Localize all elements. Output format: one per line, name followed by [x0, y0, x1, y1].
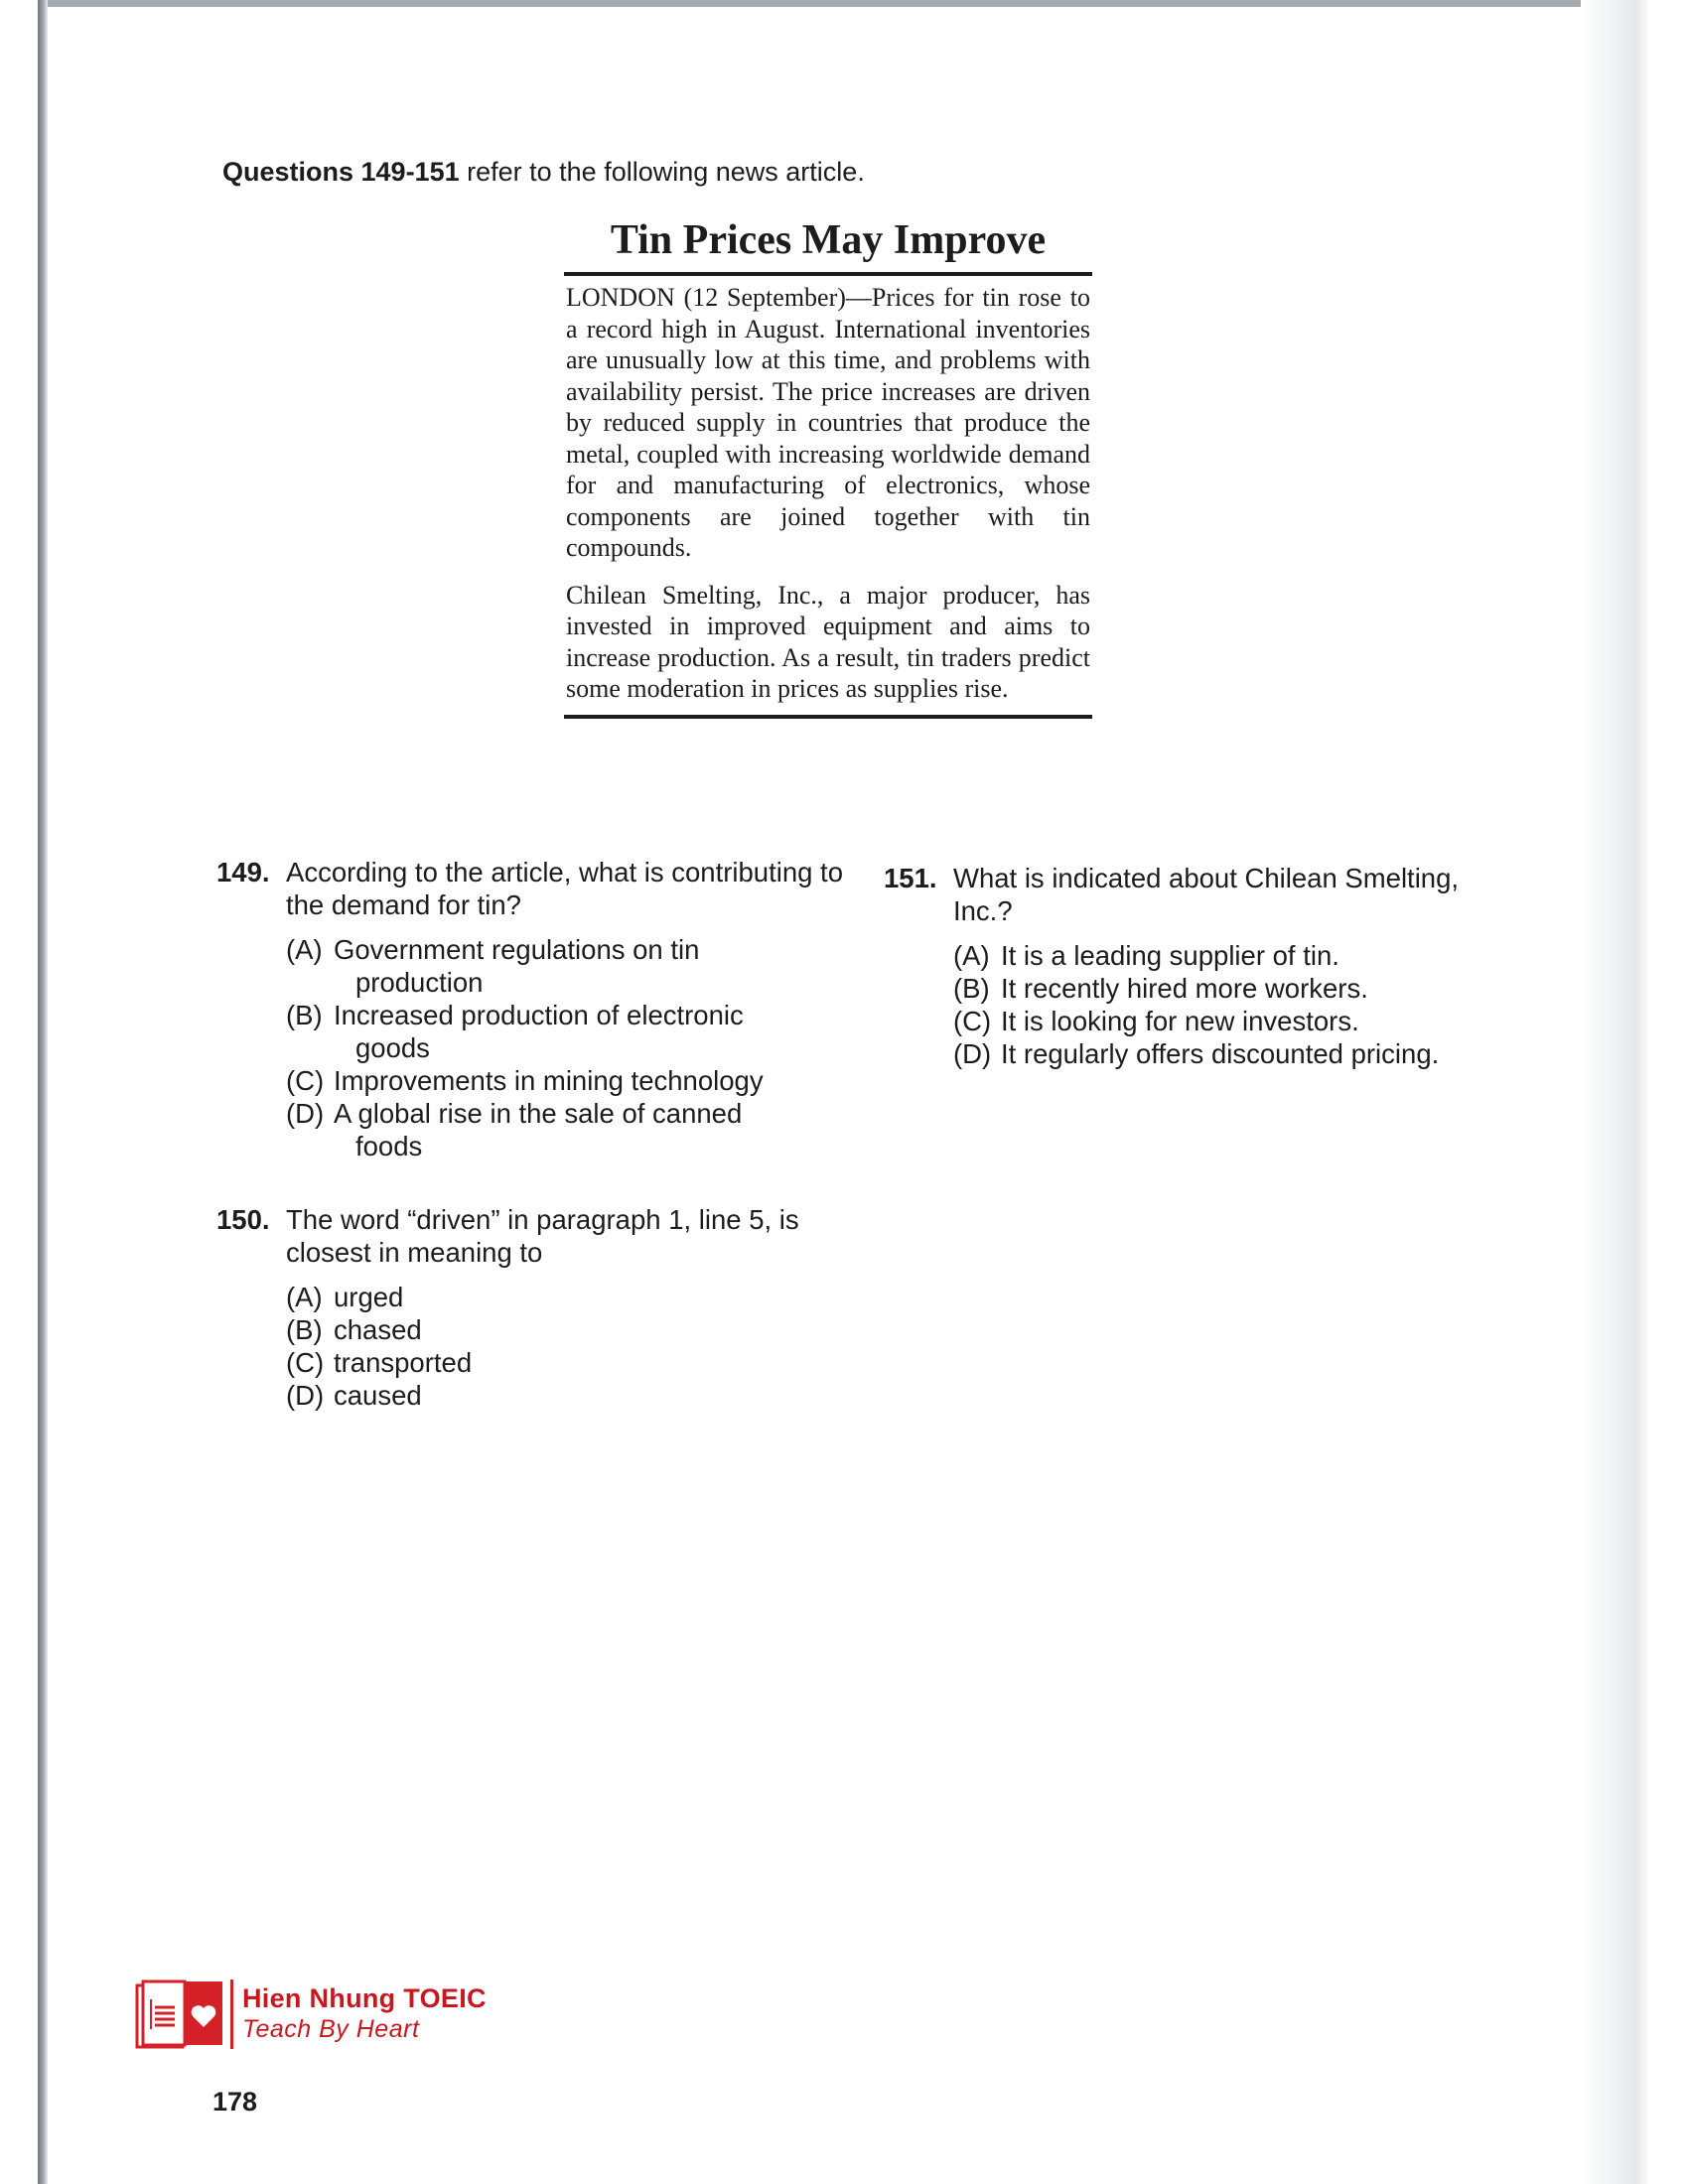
option-text: Improvements in mining technology — [334, 1065, 764, 1096]
option-text: It regularly offers discounted pricing. — [1001, 1038, 1440, 1069]
scan-top-edge — [48, 0, 1646, 7]
option-letter: (D) — [286, 1098, 325, 1129]
question-number: 149. — [216, 857, 270, 887]
option-letter: (A) — [286, 934, 323, 965]
option-letter: (D) — [953, 1038, 992, 1069]
question-number: 151. — [884, 863, 937, 893]
option-letter: (C) — [286, 1347, 325, 1378]
option-c[interactable] — [953, 1005, 1499, 1037]
question-stem: What is indicated about Chilean Smelting, Inc.? — [953, 863, 1460, 926]
option-text: chased — [334, 1314, 422, 1345]
option-text-continued: foods — [355, 1131, 423, 1161]
answer-options — [953, 939, 1499, 1070]
option-text: transported — [334, 1347, 473, 1378]
option-text: Increased production of electronic — [334, 1000, 744, 1030]
questions-range: Questions 149-151 — [222, 157, 460, 187]
scan-right-edge — [1581, 0, 1650, 2184]
logo-divider — [230, 1979, 233, 2049]
open-book-heart-icon — [135, 1978, 228, 2053]
page-number: 178 — [212, 2087, 258, 2116]
option-text: caused — [334, 1380, 422, 1411]
option-text: urged — [334, 1282, 404, 1312]
option-text-continued: goods — [355, 1032, 430, 1063]
article-body — [564, 282, 1092, 705]
article-top-rule — [564, 272, 1092, 276]
option-d[interactable] — [286, 1097, 852, 1162]
intro-text: refer to the following news article. — [459, 157, 865, 187]
option-d[interactable] — [286, 1379, 852, 1412]
answer-options — [286, 1281, 852, 1412]
option-c[interactable] — [286, 1346, 852, 1379]
option-text: Government regulations on tin — [334, 934, 700, 965]
option-text: It is a leading supplier of tin. — [1001, 940, 1339, 971]
question-number: 150. — [216, 1204, 270, 1235]
question-151 — [884, 862, 1499, 1070]
article-title: Tin Prices May Improve — [610, 217, 1047, 263]
option-letter: (B) — [286, 1000, 323, 1030]
article-bottom-rule — [564, 715, 1092, 719]
answer-options — [286, 933, 852, 1162]
option-c[interactable] — [286, 1064, 852, 1097]
option-letter: (A) — [286, 1282, 323, 1312]
option-text: It recently hired more workers. — [1001, 973, 1368, 1004]
question-stem: According to the article, what is contributing to the demand for tin? — [286, 857, 843, 920]
scan-left-edge — [38, 0, 48, 2184]
option-a[interactable] — [286, 933, 852, 999]
option-letter: (C) — [286, 1065, 325, 1096]
article-paragraph-1: LONDON (12 September)—Prices for tin rose to a record high in August. International inventories are unusually low at this time, and problems with availability persist. The price increases are driven by reduced supply in countries that produce the metal, coupled with increasing worldwide demand for and manufacturing of electronics, whose components are joined together with tin compounds. — [566, 283, 1090, 562]
option-a[interactable] — [953, 939, 1499, 972]
option-letter: (B) — [286, 1314, 323, 1345]
option-letter: (C) — [953, 1006, 992, 1036]
option-text: A global rise in the sale of canned — [334, 1098, 743, 1129]
brand-tagline: Teach By Heart — [242, 2015, 420, 2043]
option-letter: (B) — [953, 973, 990, 1004]
option-d[interactable] — [953, 1037, 1499, 1070]
option-a[interactable] — [286, 1281, 852, 1313]
option-b[interactable] — [286, 1313, 852, 1346]
option-text: It is looking for new investors. — [1001, 1006, 1359, 1036]
option-b[interactable] — [286, 999, 852, 1064]
option-letter: (D) — [286, 1380, 325, 1411]
brand-name: Hien Nhung TOEIC — [242, 1983, 487, 2013]
question-150 — [216, 1203, 852, 1412]
question-149 — [216, 856, 852, 1162]
questions-intro — [222, 157, 865, 188]
option-b[interactable] — [953, 972, 1499, 1005]
option-letter: (A) — [953, 940, 990, 971]
news-article — [564, 216, 1092, 719]
question-stem: The word “driven” in paragraph 1, line 5, is closest in meaning to — [286, 1204, 799, 1268]
option-text-continued: production — [355, 967, 484, 998]
article-paragraph-2: Chilean Smelting, Inc., a major producer, has invested in improved equipment and aims to increase production. As a result, tin traders predict some moderation in prices as supplies rise. — [566, 580, 1090, 703]
brand-logo — [135, 1978, 522, 2057]
